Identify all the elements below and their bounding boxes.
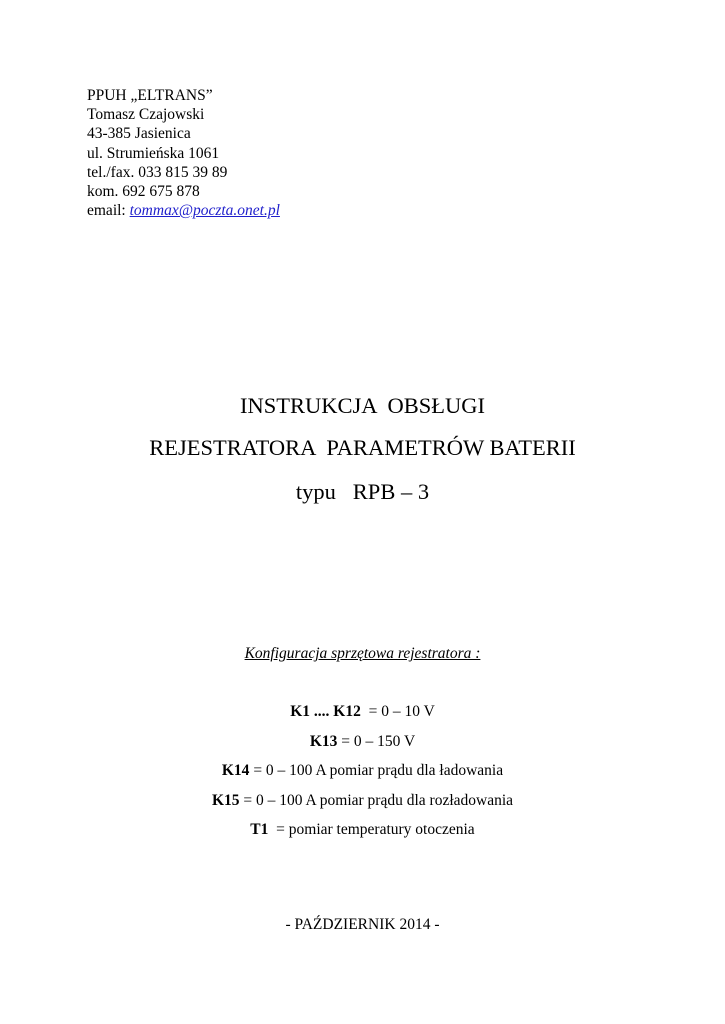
email-line — [87, 201, 280, 220]
document-date: - PAŹDZIERNIK 2014 - — [285, 916, 440, 933]
config-value: = 0 – 100 A pomiar prądu dla ładowania — [249, 762, 504, 780]
config-item-k13 — [0, 732, 725, 762]
config-list — [0, 702, 725, 850]
email-label: email: — [87, 202, 130, 220]
config-item-k15 — [0, 791, 725, 821]
postal-address: 43-385 Jasienica — [87, 125, 191, 143]
mobile-phone: kom. 692 675 878 — [87, 183, 200, 201]
config-item-t1 — [0, 820, 725, 850]
company-address-block — [87, 86, 280, 220]
config-value: = pomiar temperatury otoczenia — [268, 821, 475, 839]
config-value: = 0 – 150 V — [337, 732, 416, 750]
title-line-2: REJESTRATORA PARAMETRÓW BATERII — [149, 435, 576, 460]
config-heading: Konfiguracja sprzętowa rejestratora : — [244, 645, 481, 662]
phone-fax: tel./fax. 033 815 39 89 — [87, 163, 228, 181]
config-value: = 0 – 100 A pomiar prądu dla rozładowania — [239, 791, 514, 809]
config-value: = 0 – 10 V — [360, 703, 435, 720]
config-key: K15 — [211, 791, 240, 809]
title-line-3: typu RPB – 3 — [295, 479, 430, 504]
email-link[interactable]: tommax@poczta.onet.pl — [129, 202, 280, 220]
config-key: K13 — [309, 732, 338, 750]
company-name: PPUH „ELTRANS” — [87, 87, 213, 104]
title-line-1: INSTRUKCJA OBSŁUGI — [239, 393, 486, 418]
config-key: K1 .... K12 — [290, 703, 361, 720]
config-item-k1-k12 — [0, 702, 725, 732]
owner-name: Tomasz Czajowski — [87, 106, 205, 124]
config-key: K14 — [221, 762, 250, 780]
street-address: ul. Strumieńska 1061 — [87, 144, 220, 162]
config-item-k14 — [0, 761, 725, 791]
config-key: T1 — [250, 821, 269, 839]
